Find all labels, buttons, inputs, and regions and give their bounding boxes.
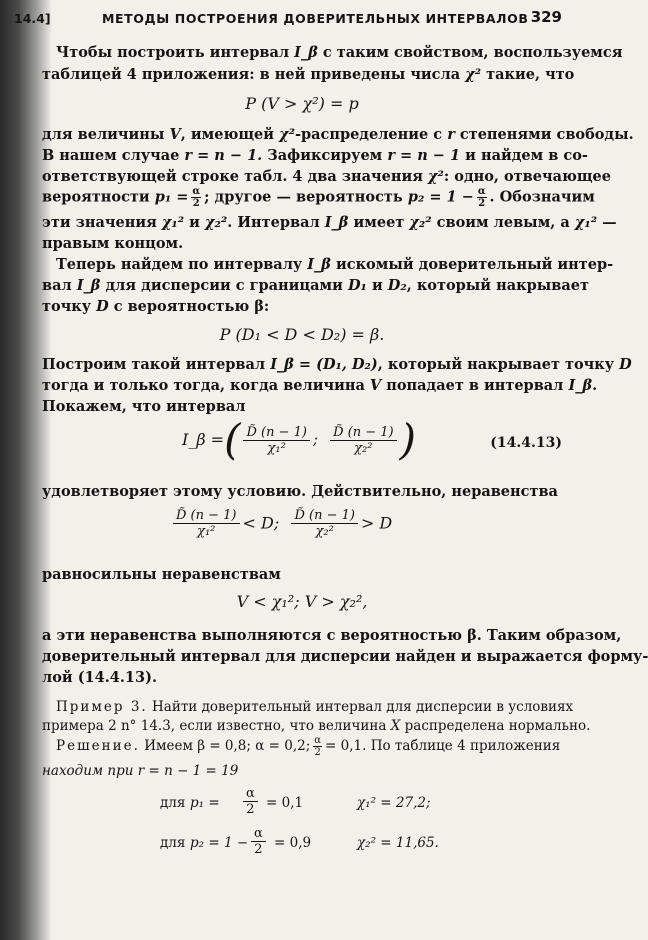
- text-line: В нашем случае r = n − 1. Зафиксируем r = n − 1 и найдем в со-: [42, 147, 588, 164]
- example-line: Пример 3. Найти доверительный интервал для дисперсии в условиях: [56, 699, 574, 715]
- text-line: равносильны неравенствам: [42, 566, 281, 583]
- text-line: вал I_β для дисперсии с границами D₁ и D₂, который накрывает: [42, 277, 589, 294]
- text-line: Теперь найдем по интервалу I_β искомый доверительный интер-: [56, 256, 614, 273]
- text-line: лой (14.4.13).: [42, 669, 158, 686]
- text-line: ответствующей строке табл. 4 два значения χ²: одно, отвечающее: [42, 168, 611, 185]
- chapter-title: МЕТОДЫ ПОСТРОЕНИЯ ДОВЕРИТЕЛЬНЫХ ИНТЕРВАЛОВ: [102, 11, 529, 26]
- solution-line: находим при r = n − 1 = 19: [42, 763, 239, 779]
- example-line: примера 2 n° 14.3, если известно, что величина X распределена нормально.: [42, 718, 591, 734]
- text-line: Покажем, что интервал: [42, 398, 246, 415]
- text-line: правым концом.: [42, 235, 184, 252]
- equation-number: (14.4.13): [490, 435, 562, 451]
- text-line: таблицей 4 приложения: в ней приведены числа χ² такие, что: [42, 66, 575, 83]
- solution-line: Решение. Имеем β = 0,8; α = 0,2; $\frac{\alpha}{2}$ = 0,1. По таблице 4 приложения: [56, 735, 561, 758]
- text-line: вероятности p₁ = $\frac{\alpha}{2}$ ; другое — вероятность p₂ = 1 − $\frac{\alpha}{2}$ . Обозначим: [42, 186, 595, 209]
- text-line: эти значения χ₁² и χ₂². Интервал I_β имеет χ₂² своим левым, а χ₁² —: [42, 214, 617, 231]
- text-line: а эти неравенства выполняются с вероятностью β. Таким образом,: [42, 627, 622, 644]
- equation-interval: I_β =( $\frac{D̃ (n - 1)}{\text{χ₁²}}$ ; $\frac{D̃ (n - 1)}{\text{χ₂²}}$ ) (14.4.13): [182, 415, 562, 464]
- text-line: Чтобы построить интервал I_β с таким свойством, воспользуемся: [56, 44, 623, 61]
- equation-inequalities: $\frac{D̃ (n - 1)}{\text{χ₁²}}$ < D; $\frac{D̃ (n - 1)}{\text{χ₂²}}$ > D: [42, 508, 562, 554]
- text-line: доверительный интервал для дисперсии найден и выражается форму-: [42, 648, 648, 665]
- equation-probability-beta: P (D₁ < D < D₂) = β.: [219, 325, 385, 344]
- text-line: точку D с вероятностью β:: [42, 298, 270, 315]
- equation-probability: P (V > χ²) = p: [245, 94, 359, 113]
- equation-v-chi: V < χ₁²; V > χ₂²,: [236, 592, 368, 611]
- page-number: 329: [530, 8, 562, 26]
- result-row: для p₂ = 1 − $\frac{\alpha}{2}$ = 0,9 χ₂² = 11,65.: [160, 826, 439, 857]
- result-row: для p₁ = $\frac{\alpha}{2}$ = 0,1 χ₁² = 27,2;: [160, 786, 431, 817]
- text-line: удовлетворяет этому условию. Действительно, неравенства: [42, 483, 558, 500]
- text-line: Построим такой интервал I_β = (D₁, D₂), который накрывает точку D: [42, 356, 632, 373]
- section-number: 14.4]: [14, 11, 51, 26]
- text-line: тогда и только тогда, когда величина V попадает в интервал I_β.: [42, 377, 598, 394]
- text-line: для величины V, имеющей χ²-распределение с r степенями свободы.: [42, 126, 634, 143]
